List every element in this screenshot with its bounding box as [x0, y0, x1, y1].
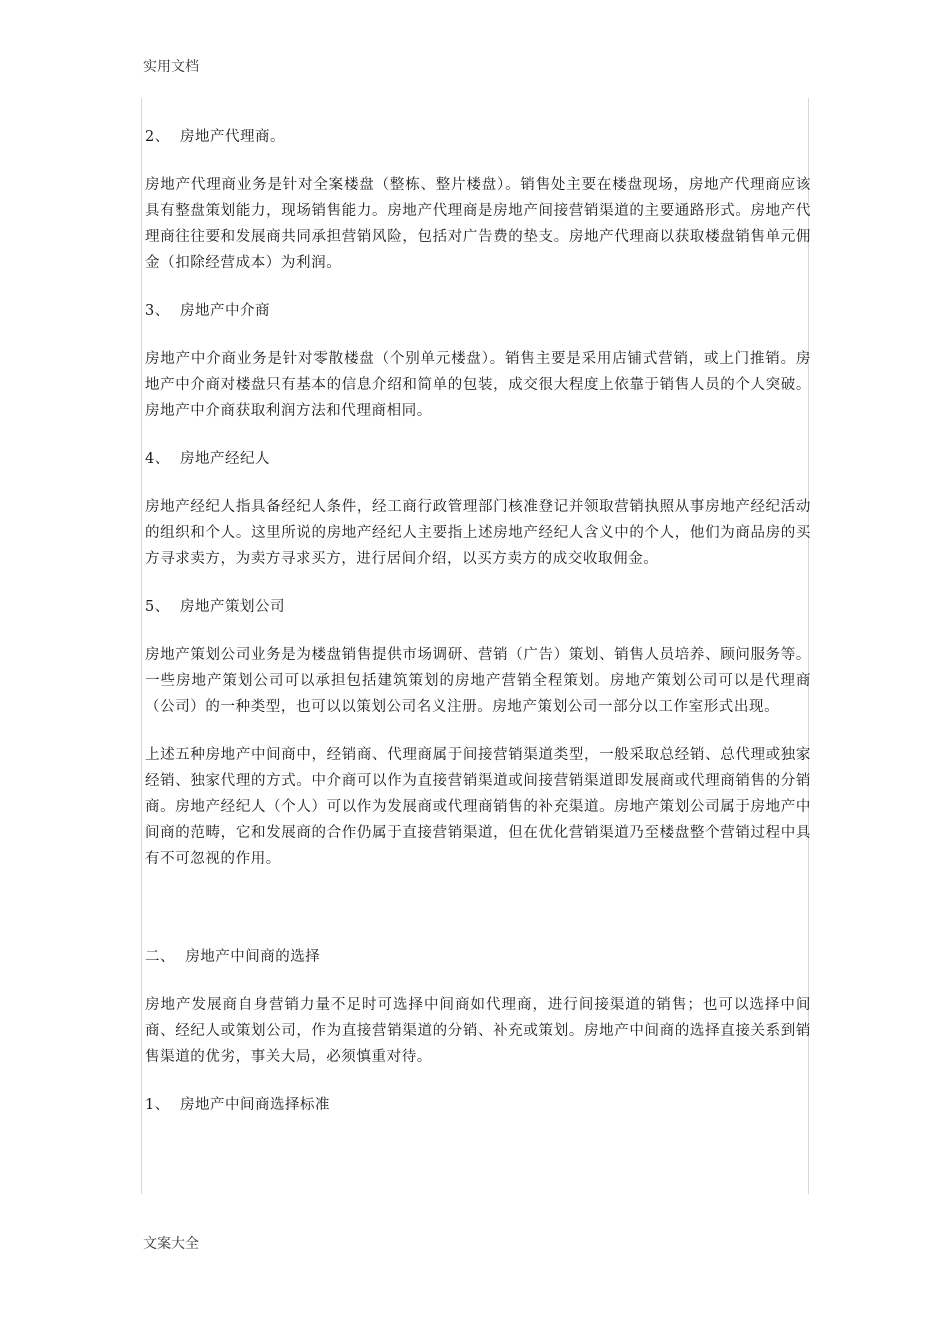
section-heading-intermediary: 3、 房地产中介商 [145, 303, 270, 319]
section-heading-broker: 4、 房地产经纪人 [145, 451, 270, 467]
page-header: 实用文档 [143, 59, 199, 75]
paragraph-summary: 上述五种房地产中间商中，经销商、代理商属于间接营销渠道类型，一般采取总经销、总代理或独家经销、独家代理的方式。中介商可以作为直接营销渠道或间接营销渠道即发展商或代理商销售的分销商。房地产经纪人（个人）可以作为发展商或代理商销售的补充渠道。房地产策划公司属于房地产中间商的范畴，它和发展商的合作仍属于直接营销渠道，但在优化营销渠道乃至楼盘整个营销过程中具有不可忽视的作用。 [145, 747, 811, 867]
paragraph-planning-company: 房地产策划公司业务是为楼盘销售提供市场调研、营销（广告）策划、销售人员培养、顾问服务等。一些房地产策划公司可以承担包括建筑策划的房地产营销全程策划。房地产策划公司可以是代理商（公司）的一种类型，也可以以策划公司名义注册。房地产策划公司一部分以工作室形式出现。 [145, 647, 811, 715]
paragraph-broker: 房地产经纪人指具备经纪人条件，经工商行政管理部门核准登记并领取营销执照从事房地产经纪活动的组织和个人。这里所说的房地产经纪人主要指上述房地产经纪人含义中的个人，他们为商品房的买方寻求卖方，为卖方寻求买方，进行居间介绍，以买方卖方的成交收取佣金。 [145, 499, 811, 567]
section-heading-criteria: 1、 房地产中间商选择标准 [145, 1097, 330, 1113]
paragraph-selection: 房地产发展商自身营销力量不足时可选择中间商如代理商，进行间接渠道的销售；也可以选择中间商、经纪人或策划公司，作为直接营销渠道的分销、补充或策划。房地产中间商的选择直接关系到销售渠道的优劣，事关大局，必须慎重对待。 [145, 997, 811, 1065]
page-footer: 文案大全 [143, 1236, 199, 1252]
section-heading-agent: 2、 房地产代理商。 [145, 129, 285, 145]
paragraph-agent: 房地产代理商业务是针对全案楼盘（整栋、整片楼盘）。销售处主要在楼盘现场，房地产代理商应该具有整盘策划能力，现场销售能力。房地产代理商是房地产间接营销渠道的主要通路形式。房地产代理商往往要和发展商共同承担营销风险，包括对广告费的垫支。房地产代理商以获取楼盘销售单元佣金（扣除经营成本）为利润。 [145, 177, 811, 271]
section-heading-planning-company: 5、 房地产策划公司 [145, 599, 285, 615]
chapter-heading-selection: 二、 房地产中间商的选择 [145, 949, 321, 965]
document-body [145, 124, 811, 1118]
paragraph-intermediary: 房地产中介商业务是针对零散楼盘（个别单元楼盘）。销售主要是采用店铺式营销，或上门推销。房地产中介商对楼盘只有基本的信息介绍和简单的包装，成交很大程度上依靠于销售人员的个人突破。房地产中介商获取利润方法和代理商相同。 [145, 351, 811, 419]
